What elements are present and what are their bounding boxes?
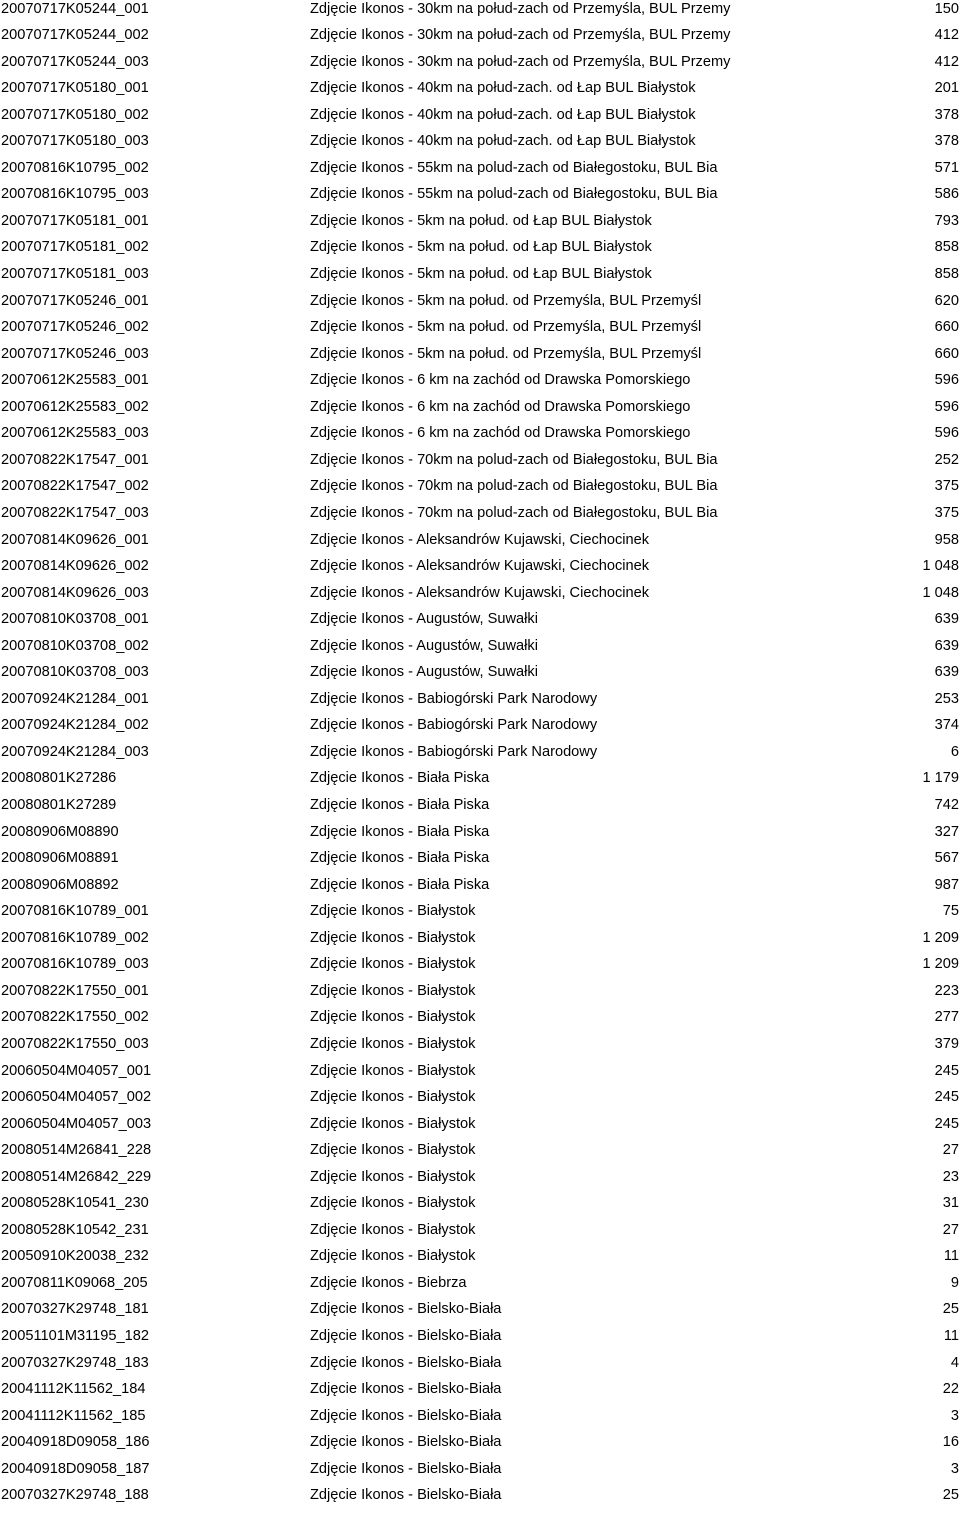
image-description: Zdjęcie Ikonos - Bielsko-Biała [310, 1381, 502, 1398]
image-id: 20060504M04057_001 [1, 1062, 152, 1079]
image-value: 9 [950, 1274, 959, 1291]
image-value: 150 [934, 0, 959, 17]
image-description: Zdjęcie Ikonos - 6 km na zachód od Drawska Pomorskiego [310, 398, 691, 415]
image-description: Zdjęcie Ikonos - 5km na połud. od Łap BUL Białystok [310, 212, 652, 229]
table-row [0, 1063, 960, 1090]
image-value: 27 [942, 1142, 959, 1159]
image-value: 375 [934, 504, 959, 521]
image-value: 378 [934, 106, 959, 123]
image-id: 20070810K03708_001 [1, 611, 149, 628]
image-value: 277 [934, 1009, 959, 1026]
image-id: 20080514M26841_228 [1, 1142, 152, 1159]
image-description: Zdjęcie Ikonos - Białystok [310, 929, 476, 946]
image-description: Zdjęcie Ikonos - Bielsko-Biała [310, 1407, 502, 1424]
image-value: 253 [934, 690, 959, 707]
image-description: Zdjęcie Ikonos - Białystok [310, 1115, 476, 1132]
image-description: Zdjęcie Ikonos - 30km na połud-zach od Przemyśla, BUL Przemy [310, 0, 731, 17]
image-description: Zdjęcie Ikonos - Białystok [310, 903, 476, 920]
table-row [0, 1248, 960, 1275]
image-value: 858 [934, 266, 959, 282]
image-id: 20070816K10789_003 [1, 956, 149, 973]
image-id: 20040918D09058_187 [1, 1460, 150, 1477]
image-id: 20070810K03708_003 [1, 664, 149, 681]
image-description: Zdjęcie Ikonos - Augustów, Suwałki [310, 664, 538, 681]
table-row [0, 1222, 960, 1249]
image-description: Zdjęcie Ikonos - Białystok [310, 1221, 476, 1238]
table-row [0, 133, 960, 160]
image-description: Zdjęcie Ikonos - 55km na polud-zach od Białegostoku, BUL Bia [310, 159, 718, 176]
image-description: Zdjęcie Ikonos - 40km na połud-zach. od Łap BUL Białystok [310, 80, 696, 97]
table-row [0, 983, 960, 1010]
image-id: 20070924K21284_001 [1, 690, 149, 707]
image-value: 1 179 [922, 770, 959, 787]
image-value: 567 [934, 850, 959, 867]
table-row [0, 399, 960, 426]
table-row [0, 425, 960, 452]
image-value: 742 [934, 797, 959, 813]
image-value: 23 [942, 1168, 959, 1185]
image-description: Zdjęcie Ikonos - Białystok [310, 1089, 476, 1106]
table-row [0, 1381, 960, 1408]
image-description: Zdjęcie Ikonos - Babiogórski Park Narodowy [310, 743, 598, 760]
table-row [0, 346, 960, 373]
image-value: 1 209 [922, 956, 959, 973]
table-row [0, 1169, 960, 1196]
image-value: 327 [934, 823, 959, 840]
image-value: 660 [934, 345, 959, 362]
image-id: 20070924K21284_003 [1, 743, 149, 760]
table-row [0, 1, 960, 28]
image-description: Zdjęcie Ikonos - Białystok [310, 956, 476, 973]
image-id: 20051101M31195_182 [1, 1328, 149, 1344]
image-value: 374 [934, 717, 959, 734]
image-value: 201 [934, 80, 959, 97]
image-id: 20070822K17547_001 [1, 451, 149, 468]
image-value: 596 [934, 425, 959, 442]
table-row [0, 27, 960, 54]
image-description: Zdjęcie Ikonos - 5km na połud. od Przemyśla, BUL Przemyśl [310, 292, 702, 309]
table-row [0, 770, 960, 797]
image-value: 3 [950, 1460, 959, 1477]
image-id: 20070717K05246_003 [1, 345, 149, 362]
image-description: Zdjęcie Ikonos - 6 km na zachód od Drawska Pomorskiego [310, 372, 691, 389]
image-id: 20070822K17547_003 [1, 504, 149, 521]
image-description: Zdjęcie Ikonos - Białystok [310, 982, 476, 999]
image-description: Zdjęcie Ikonos - Białystok [310, 1009, 476, 1026]
image-description: Zdjęcie Ikonos - Bielsko-Biała [310, 1460, 502, 1477]
image-id: 20070810K03708_002 [1, 637, 149, 654]
image-id: 20070717K05246_001 [1, 292, 149, 309]
image-value: 378 [934, 133, 959, 150]
image-id: 20041112K11562_185 [1, 1407, 146, 1424]
table-row [0, 956, 960, 983]
table-row [0, 1195, 960, 1222]
image-value: 245 [934, 1089, 959, 1106]
image-description: Zdjęcie Ikonos - 40km na połud-zach. od Łap BUL Białystok [310, 133, 696, 150]
table-row [0, 744, 960, 771]
image-description: Zdjęcie Ikonos - 70km na polud-zach od Białegostoku, BUL Bia [310, 451, 718, 468]
image-value: 4 [950, 1354, 959, 1371]
image-id: 20070612K25583_002 [1, 398, 149, 415]
image-id: 20050910K20038_232 [1, 1248, 149, 1265]
image-id: 20070811K09068_205 [1, 1274, 148, 1291]
image-value: 252 [934, 451, 959, 468]
image-description: Zdjęcie Ikonos - Augustów, Suwałki [310, 637, 538, 654]
image-description: Zdjęcie Ikonos - Aleksandrów Kujawski, Ciechocinek [310, 584, 650, 601]
image-id: 20070717K05244_003 [1, 53, 149, 70]
image-description: Zdjęcie Ikonos - Babiogórski Park Narodowy [310, 717, 598, 734]
image-id: 20060504M04057_003 [1, 1115, 152, 1132]
image-id: 20070717K05181_003 [1, 266, 149, 282]
image-value: 596 [934, 398, 959, 415]
image-id: 20070822K17550_002 [1, 1009, 149, 1026]
image-id: 20070816K10789_001 [1, 903, 149, 920]
image-value: 660 [934, 319, 959, 336]
image-value: 22 [942, 1381, 959, 1398]
table-row [0, 478, 960, 505]
table-row [0, 1487, 960, 1514]
image-value: 987 [934, 876, 959, 893]
image-id: 20070717K05180_001 [1, 80, 149, 97]
image-description: Zdjęcie Ikonos - Biała Piska [310, 876, 490, 893]
image-id: 20070924K21284_002 [1, 717, 149, 734]
image-description: Zdjęcie Ikonos - Białystok [310, 1142, 476, 1159]
image-description: Zdjęcie Ikonos - Białystok [310, 1035, 476, 1052]
table-row [0, 80, 960, 107]
table-row [0, 186, 960, 213]
table-row [0, 160, 960, 187]
image-value: 412 [934, 53, 959, 70]
table-row [0, 1089, 960, 1116]
image-id: 20080528K10542_231 [1, 1221, 149, 1238]
image-id: 20080906M08890 [1, 823, 119, 840]
image-description: Zdjęcie Ikonos - 5km na połud. od Łap BUL Białystok [310, 266, 652, 282]
image-description: Zdjęcie Ikonos - Biebrza [310, 1274, 467, 1291]
table-row [0, 293, 960, 320]
image-value: 620 [934, 292, 959, 309]
image-description: Zdjęcie Ikonos - Biała Piska [310, 797, 490, 813]
table-row [0, 877, 960, 904]
image-id: 20070717K05244_002 [1, 27, 149, 44]
image-value: 375 [934, 478, 959, 495]
image-description: Zdjęcie Ikonos - Aleksandrów Kujawski, Ciechocinek [310, 558, 650, 575]
table-row [0, 824, 960, 851]
image-id: 20070822K17547_002 [1, 478, 149, 495]
image-value: 11 [943, 1248, 959, 1265]
image-id: 20080528K10541_230 [1, 1195, 149, 1212]
table-row [0, 1355, 960, 1382]
image-id: 20060504M04057_002 [1, 1089, 152, 1106]
image-description: Zdjęcie Ikonos - 70km na polud-zach od Białegostoku, BUL Bia [310, 504, 718, 521]
image-id: 20080906M08892 [1, 876, 119, 893]
image-id: 20070814K09626_003 [1, 584, 149, 601]
image-description: Zdjęcie Ikonos - Bielsko-Biała [310, 1434, 502, 1451]
image-description: Zdjęcie Ikonos - Aleksandrów Kujawski, Ciechocinek [310, 531, 650, 548]
image-id: 20070814K09626_002 [1, 558, 149, 575]
image-value: 858 [934, 239, 959, 256]
image-id: 20080801K27289 [1, 797, 117, 813]
image-value: 245 [934, 1115, 959, 1132]
image-id: 20080906M08891 [1, 850, 119, 867]
image-description: Zdjęcie Ikonos - Bielsko-Biała [310, 1328, 502, 1344]
image-description: Zdjęcie Ikonos - Bielsko-Biała [310, 1487, 502, 1504]
image-value: 639 [934, 664, 959, 681]
image-value: 25 [942, 1487, 959, 1504]
table-row [0, 1275, 960, 1302]
image-description: Zdjęcie Ikonos - 55km na polud-zach od Białegostoku, BUL Bia [310, 186, 718, 203]
image-value: 958 [934, 531, 959, 548]
image-id: 20070816K10795_002 [1, 159, 149, 176]
image-value: 586 [934, 186, 959, 203]
image-id: 20040918D09058_186 [1, 1434, 150, 1451]
image-description: Zdjęcie Ikonos - Babiogórski Park Narodowy [310, 690, 598, 707]
image-description: Zdjęcie Ikonos - 30km na połud-zach od Przemyśla, BUL Przemy [310, 27, 731, 44]
image-value: 596 [934, 372, 959, 389]
image-description: Zdjęcie Ikonos - 6 km na zachód od Drawska Pomorskiego [310, 425, 691, 442]
image-description: Zdjęcie Ikonos - Biała Piska [310, 850, 490, 867]
table-row [0, 1408, 960, 1435]
table-row [0, 505, 960, 532]
image-value: 1 048 [922, 558, 959, 575]
table-row [0, 1434, 960, 1461]
table-row [0, 1116, 960, 1143]
image-id: 20070327K29748_183 [1, 1354, 149, 1371]
image-description: Zdjęcie Ikonos - 5km na połud. od Przemyśla, BUL Przemyśl [310, 345, 702, 362]
image-description: Zdjęcie Ikonos - Białystok [310, 1248, 476, 1265]
image-id: 20070816K10789_002 [1, 929, 149, 946]
image-description: Zdjęcie Ikonos - Biała Piska [310, 770, 490, 787]
image-description: Zdjęcie Ikonos - Bielsko-Biała [310, 1354, 502, 1371]
table-row [0, 1142, 960, 1169]
image-description: Zdjęcie Ikonos - 5km na połud. od Przemyśla, BUL Przemyśl [310, 319, 702, 336]
table-row [0, 1461, 960, 1488]
image-description: Zdjęcie Ikonos - Białystok [310, 1195, 476, 1212]
image-id: 20080801K27286 [1, 770, 117, 787]
image-value: 31 [942, 1195, 959, 1212]
image-value: 1 209 [922, 929, 959, 946]
table-row [0, 372, 960, 399]
image-id: 20070717K05181_001 [1, 212, 149, 229]
image-id: 20070717K05181_002 [1, 239, 149, 256]
image-description: Zdjęcie Ikonos - 40km na połud-zach. od Łap BUL Białystok [310, 106, 696, 123]
image-description: Zdjęcie Ikonos - 5km na połud. od Łap BUL Białystok [310, 239, 652, 256]
table-row [0, 452, 960, 479]
table-row [0, 797, 960, 824]
table-row [0, 585, 960, 612]
image-id: 20070717K05180_002 [1, 106, 149, 123]
image-id: 20080514M26842_229 [1, 1168, 152, 1185]
table-row [0, 664, 960, 691]
image-value: 6 [950, 743, 959, 760]
table-row [0, 1009, 960, 1036]
image-value: 793 [934, 212, 959, 229]
table-row [0, 850, 960, 877]
image-id: 20070717K05180_003 [1, 133, 149, 150]
image-id: 20070612K25583_001 [1, 372, 149, 389]
image-description: Zdjęcie Ikonos - Augustów, Suwałki [310, 611, 538, 628]
table-row [0, 213, 960, 240]
table-row [0, 691, 960, 718]
table-row [0, 54, 960, 81]
image-description: Zdjęcie Ikonos - Białystok [310, 1168, 476, 1185]
table-row [0, 930, 960, 957]
image-value: 3 [950, 1407, 959, 1424]
image-id: 20070327K29748_188 [1, 1487, 149, 1504]
image-value: 27 [942, 1221, 959, 1238]
table-row [0, 1328, 960, 1355]
image-value: 379 [934, 1035, 959, 1052]
table-row [0, 319, 960, 346]
table-row [0, 611, 960, 638]
image-id: 20070717K05244_001 [1, 0, 149, 17]
table-row [0, 903, 960, 930]
image-value: 412 [934, 27, 959, 44]
image-value: 571 [934, 159, 959, 176]
table-row [0, 1036, 960, 1063]
image-description: Zdjęcie Ikonos - Bielsko-Biała [310, 1301, 502, 1318]
image-value: 639 [934, 637, 959, 654]
image-id: 20070612K25583_003 [1, 425, 149, 442]
image-id: 20070717K05246_002 [1, 319, 149, 336]
table-row [0, 107, 960, 134]
image-description: Zdjęcie Ikonos - Białystok [310, 1062, 476, 1079]
image-value: 223 [934, 982, 959, 999]
image-value: 1 048 [922, 584, 959, 601]
table-row [0, 717, 960, 744]
image-value: 75 [942, 903, 959, 920]
image-id: 20070822K17550_003 [1, 1035, 149, 1052]
image-id: 20070822K17550_001 [1, 982, 149, 999]
image-value: 639 [934, 611, 959, 628]
table-row [0, 558, 960, 585]
image-id: 20070814K09626_001 [1, 531, 149, 548]
image-id: 20041112K11562_184 [1, 1381, 146, 1398]
image-id: 20070816K10795_003 [1, 186, 149, 203]
image-description: Zdjęcie Ikonos - Biała Piska [310, 823, 490, 840]
image-id: 20070327K29748_181 [1, 1301, 149, 1318]
image-value: 16 [942, 1434, 959, 1451]
image-description: Zdjęcie Ikonos - 70km na polud-zach od Białegostoku, BUL Bia [310, 478, 718, 495]
table-row [0, 1301, 960, 1328]
table-row [0, 239, 960, 266]
image-value: 25 [942, 1301, 959, 1318]
image-description: Zdjęcie Ikonos - 30km na połud-zach od Przemyśla, BUL Przemy [310, 53, 731, 70]
image-value: 245 [934, 1062, 959, 1079]
table-row [0, 266, 960, 293]
table-row [0, 638, 960, 665]
table-row [0, 532, 960, 559]
image-value: 11 [943, 1328, 959, 1344]
